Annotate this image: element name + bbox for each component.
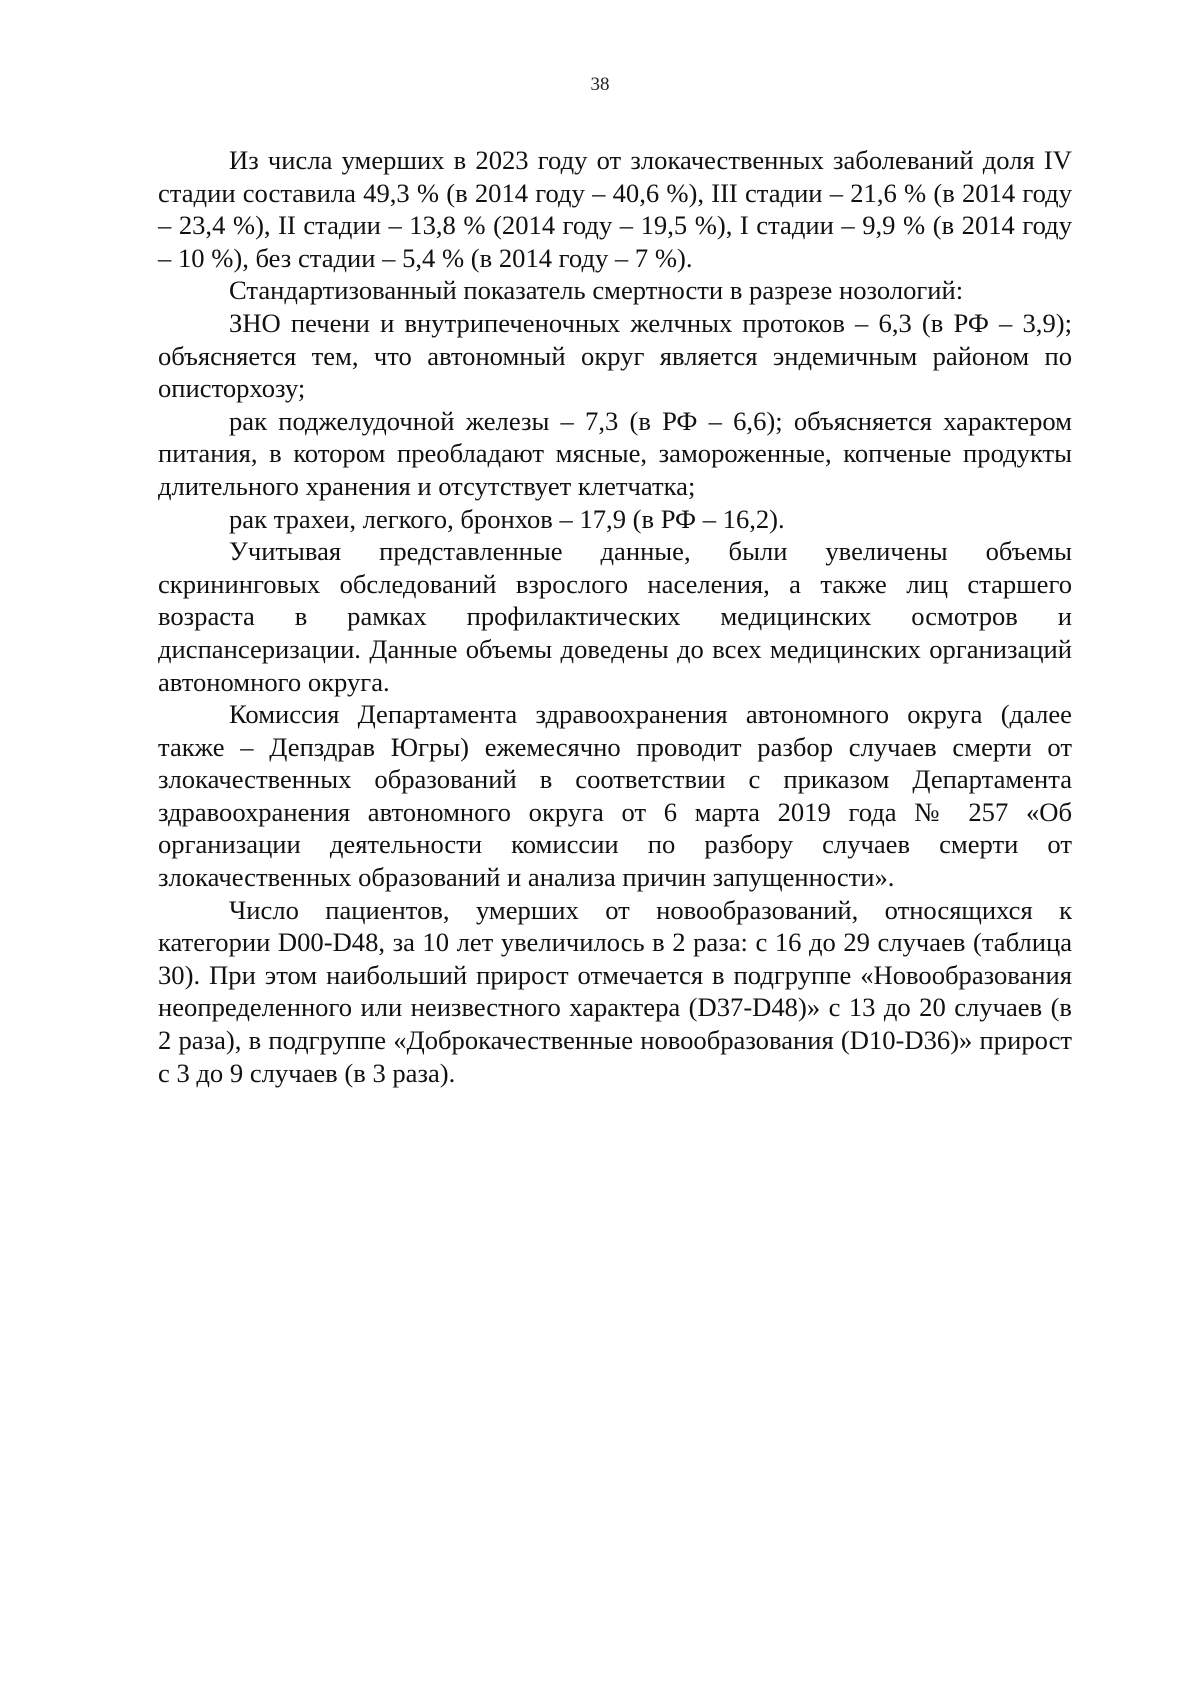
- page-number: 38: [590, 74, 610, 95]
- paragraph-stage-distribution: Из числа умерших в 2023 году от злокачественных заболеваний доля IV стадии составила 49,3 % (в 2014 году – 40,6 %), III стадии – 21,6 % (в 2014 году – 23,4 %), II стадии – 13,8 % (2014 году – 19,5 %), I стадии – 9,9 % (в 2014 году – 10 %), без стадии – 5,4 % (в 2014 году – 7 %).: [158, 145, 1072, 273]
- document-body: [158, 144, 1072, 1089]
- paragraph-lung-cancer: рак трахеи, легкого, бронхов – 17,9 (в РФ – 16,2).: [229, 503, 785, 534]
- paragraph-benign-neoplasms: Число пациентов, умерших от новообразований, относящихся к категории D00-D48, за 10 лет увеличилось в 2 раза: с 16 до 29 случаев (таблица 30). При этом наибольший прирост отмечается в подгруппе «Новообразования неопределенного или неизвестного характера (D37-D48)» с 13 до 20 случаев (в 2 раза), в подгруппе «Доброкачественные новообразования (D10-D36)» прирост с 3 до 9 случаев (в 3 раза).: [158, 894, 1072, 1088]
- paragraph-standardized-mortality: Стандартизованный показатель смертности в разрезе нозологий:: [229, 275, 964, 306]
- paragraph-commission: Комиссия Департамента здравоохранения автономного округа (далее также – Депздрав Югры) ежемесячно проводит разбор случаев смерти от злокачественных образований в соответствии с приказом Департамента здравоохранения автономного округа от 6 марта 2019 года № 257 «Об организации деятельности комиссии по разбору случаев смерти от злокачественных образований и анализа причин запущенности».: [158, 699, 1072, 893]
- paragraph-screening: Учитывая представленные данные, были увеличены объемы скрининговых обследований взрослого населения, а также лиц старшего возраста в рамках профилактических медицинских осмотров и диспансеризации. Данные объемы доведены до всех медицинских организаций автономного округа.: [158, 536, 1072, 697]
- paragraph-pancreatic-cancer: рак поджелудочной железы – 7,3 (в РФ – 6,6); объясняется характером питания, в котором преобладают мясные, замороженные, копченые продукты длительного хранения и отсутствует клетчатка;: [158, 405, 1072, 501]
- paragraph-liver-cancer: ЗНО печени и внутрипеченочных желчных протоков – 6,3 (в РФ – 3,9); объясняется тем, что автономный округ является эндемичным районом по описторхозу;: [158, 307, 1072, 404]
